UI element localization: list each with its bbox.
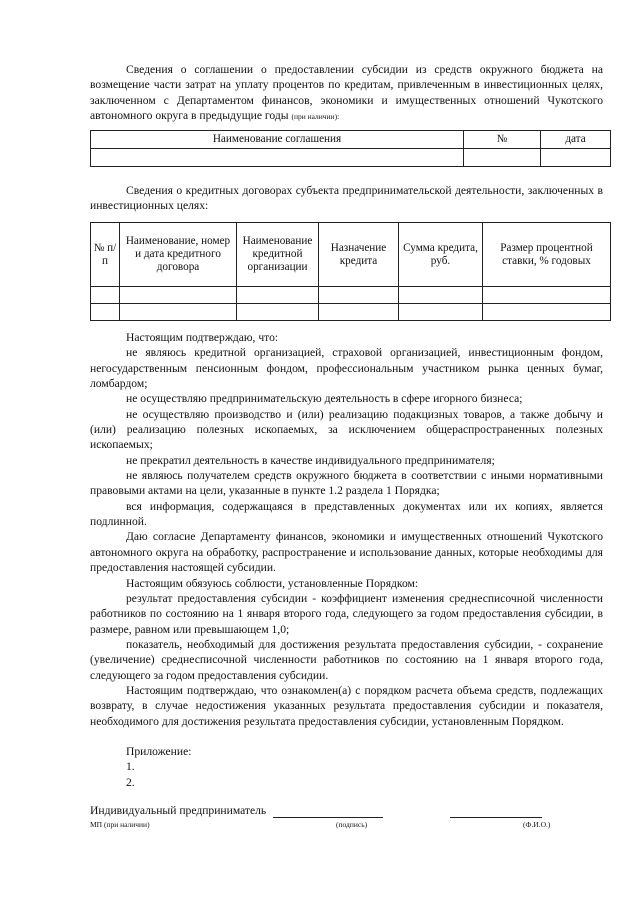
agreement-header-number: №	[464, 131, 541, 149]
body-paragraph: Настоящим подтверждаю, что ознакомлен(а) с порядком расчета объема средств, подлежащих возврату, в случае недостижения указанных результата предоставления субсидии и показателя, необходимого для достижения результата предоставления субсидии, установленным Порядком.	[90, 683, 603, 728]
heading-agreement-text: Сведения о соглашении о предоставлении субсидии из средств окружного бюджета на возмещение части затрат на уплату процентов по кредитам, привлеченным в инвестиционных целях, заключенном с Департаментом финансов, экономики и имущественных отношений Чукотского автономного округа в предыдущие годы	[90, 63, 603, 123]
name-line	[450, 805, 542, 818]
credit-cell	[399, 304, 483, 321]
body-paragraph: Даю согласие Департаменту финансов, экономики и имущественных отношений Чукотского автономного округа на обработку, распространение и использование данных, которые необходимы для предоставления настоящей субсидии.	[90, 530, 603, 575]
signature-line	[273, 805, 383, 818]
body-paragraph: не осуществляю производство и (или) реализацию подакцизных товаров, а также добычу и (или) реализацию полезных ископаемых, за исключением общераспространенных полезных ископаемых;	[90, 407, 603, 452]
agreement-cell	[91, 149, 464, 167]
credit-cell	[483, 304, 611, 321]
agreement-header-name: Наименование соглашения	[91, 131, 464, 149]
credit-cell	[237, 287, 319, 304]
credit-header-purpose: Назначение кредита	[319, 223, 399, 287]
credit-header-contract: Наименование, номер и дата кредитного договора	[120, 223, 237, 287]
body-paragraph: Настоящим подтверждаю, что:	[126, 331, 279, 344]
agreement-cell	[541, 149, 611, 167]
agreement-cell	[464, 149, 541, 167]
signature-label: Индивидуальный предприниматель	[90, 804, 267, 817]
credit-cell	[237, 304, 319, 321]
agreement-header-date: дата	[541, 131, 611, 149]
credit-header-rate: Размер процентной ставки, % годовых	[483, 223, 611, 287]
credit-cell	[91, 287, 120, 304]
body-paragraph: результат предоставления субсидии - коэффициент изменения среднесписочной численности работников по состоянию на 1 января второго года, следующего за годом предоставления субсидии, в размере, равном или превышающем 1,0;	[90, 591, 603, 636]
heading-credit-agreements: Сведения о кредитных договорах субъекта предпринимательской деятельности, заключенных в инвестиционных целях:	[90, 184, 603, 213]
heading-agreement-info	[90, 62, 603, 125]
credit-cell	[483, 287, 611, 304]
credit-header-bank: Наименование кредитной организации	[237, 223, 319, 287]
signature-caption: (подпись)	[336, 820, 368, 829]
mp-caption: МП (при наличии)	[90, 820, 150, 829]
body-paragraph: показатель, необходимый для достижения результата предоставления субсидии, - сохранение (увеличение) среднесписочной численности работников по состоянию на 1 января второго года, следующего за годом предоставления субсидии.	[90, 637, 603, 682]
name-caption: (Ф.И.О.)	[523, 820, 551, 829]
credit-table	[90, 222, 611, 321]
signature-row	[90, 803, 610, 818]
credit-cell	[120, 304, 237, 321]
credit-header-number: № п/п	[91, 223, 120, 287]
appendix-item: 2.	[126, 775, 135, 789]
credit-cell	[319, 304, 399, 321]
credit-cell	[91, 304, 120, 321]
body-paragraph: вся информация, содержащаяся в представленных документах или их копиях, является подлинной.	[90, 499, 603, 529]
body-paragraph: не прекратил деятельность в качестве индивидуального предпринимателя;	[126, 453, 495, 467]
confirmation-body	[90, 330, 603, 729]
credit-header-amount: Сумма кредита, руб.	[399, 223, 483, 287]
appendix	[126, 744, 191, 790]
agreement-table	[90, 130, 611, 167]
body-paragraph: Настоящим обязуюсь соблюсти, установленные Порядком:	[126, 576, 419, 590]
credit-cell	[399, 287, 483, 304]
body-paragraph: не являюсь получателем средств окружного бюджета в соответствии с иными нормативными правовыми актами на цели, указанные в пункте 1.2 раздела 1 Порядка;	[90, 469, 603, 498]
credit-cell	[319, 287, 399, 304]
appendix-item: 1.	[126, 760, 135, 774]
body-paragraph: не осуществляю предпринимательскую деятельность в сфере игорного бизнеса;	[126, 392, 523, 406]
appendix-title: Приложение:	[126, 745, 192, 758]
body-paragraph: не являюсь кредитной организацией, страховой организацией, инвестиционным фондом, негосударственным пенсионным фондом, профессиональным участником рынка ценных бумаг, ломбардом;	[90, 346, 603, 391]
heading-agreement-note: (при наличии):	[291, 112, 340, 122]
credit-cell	[120, 287, 237, 304]
